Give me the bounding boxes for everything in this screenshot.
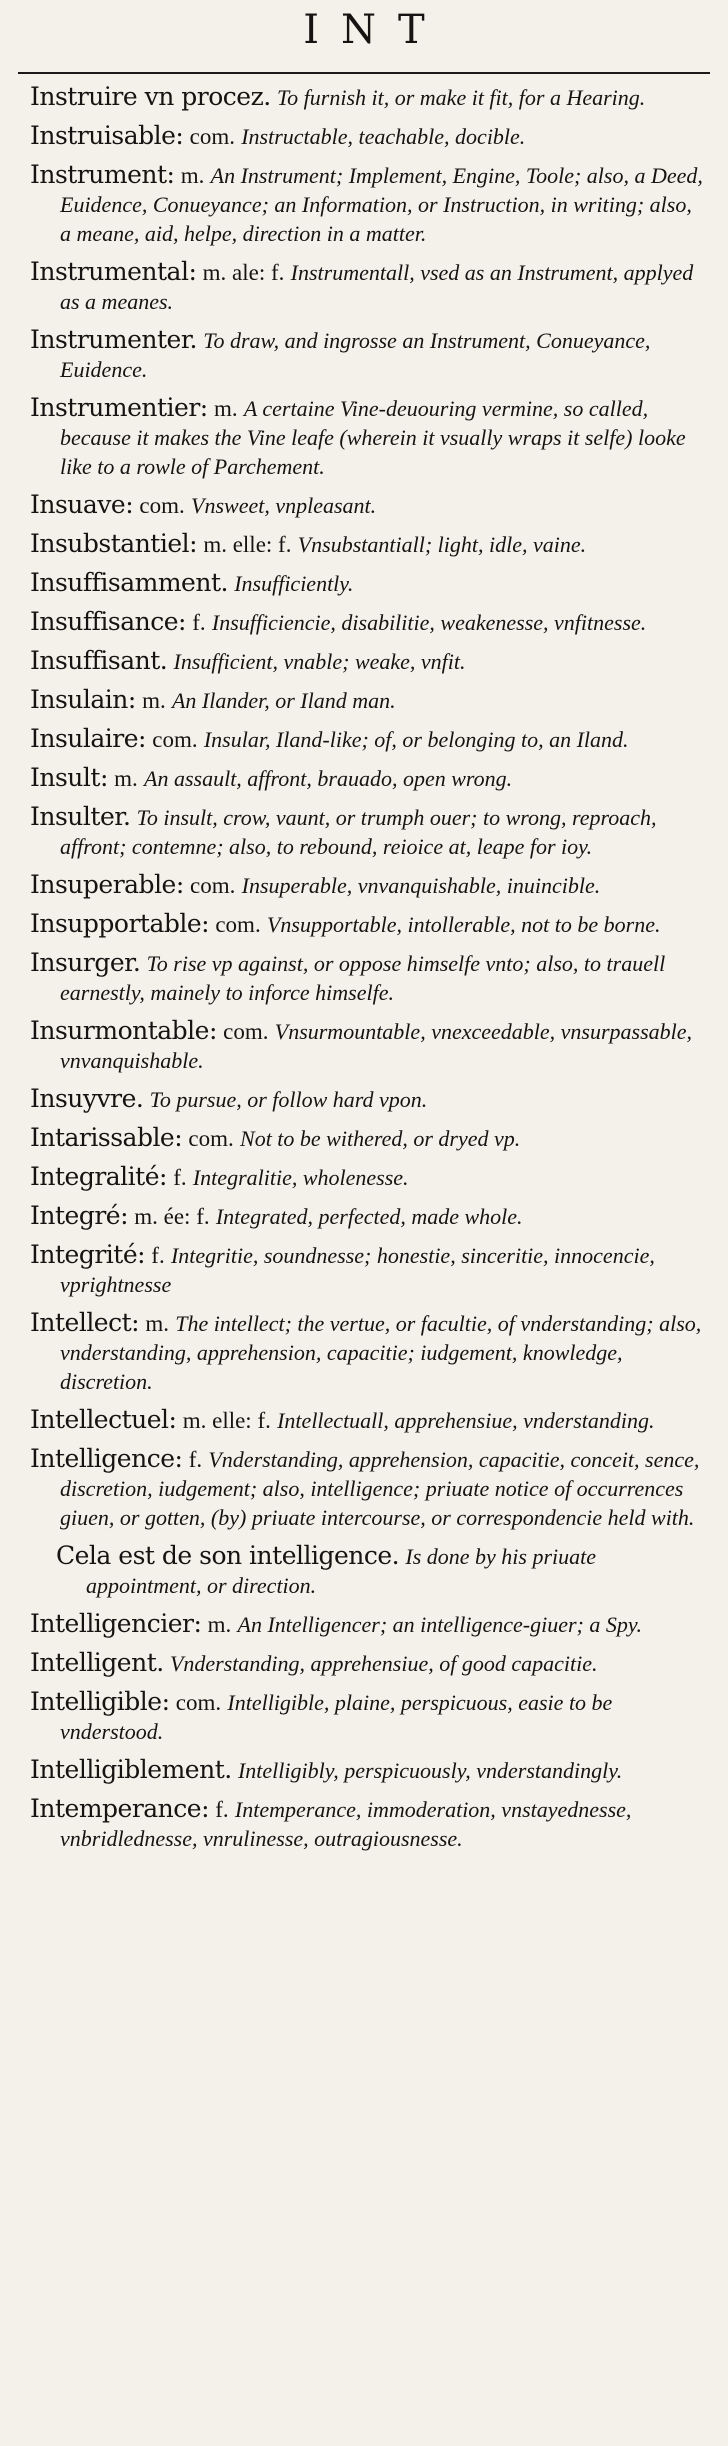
entry-definition: Integralitie, wholenesse. [192, 1165, 409, 1190]
entry-definition: Intelligibly, perspicuously, vnderstandingly. [237, 1758, 623, 1783]
dictionary-entry [30, 607, 704, 637]
entry-definition: Instructable, teachable, docible. [241, 124, 526, 149]
dictionary-entry [30, 1162, 704, 1192]
entry-grammar: m. [213, 396, 238, 421]
entry-definition: The intellect; the vertue, or facultie, of vnderstanding; also, vnderstanding, apprehension, capacitie; iudgement, knowledge, discretion. [60, 1311, 702, 1394]
entry-definition: Insular, Iland-like; of, or belonging to, an Iland. [203, 727, 629, 752]
entry-definition: Is done by his priuate appointment, or direction. [86, 1544, 597, 1598]
page-header [22, 0, 728, 58]
dictionary-entry [30, 1405, 704, 1435]
entry-grammar: f. [215, 1797, 229, 1822]
entry-headword: Intelligent. [30, 1648, 164, 1677]
entry-grammar: f. [188, 1447, 203, 1472]
entry-definition: Vnsupportable, intollerable, not to be borne. [266, 912, 661, 937]
dictionary-entry [30, 568, 704, 598]
entry-definition: A certaine Vine-deuouring vermine, so called, because it makes the Vine leafe (wherein it vsually wraps it selfe) looke like to a rowle of Parchement. [60, 396, 686, 479]
dictionary-entry [30, 490, 704, 520]
entry-definition: To insult, crow, vaunt, or trumph ouer; to wrong, reproach, affront; contemne; also, to rebound, reioice at, leape for ioy. [60, 805, 657, 859]
entry-headword: Insuperable: [30, 870, 184, 899]
entry-definition: An Ilander, or Iland man. [171, 688, 396, 713]
entry-definition: Vnsubstantiall; light, idle, vaine. [297, 532, 587, 557]
dictionary-entry [30, 82, 704, 112]
entry-headword: Integrité: [30, 1240, 146, 1269]
entry-grammar: f. [192, 610, 206, 635]
entry-headword: Instruisable: [30, 121, 184, 150]
entry-headword: Instruire vn procez. [30, 82, 271, 111]
dictionary-entry [30, 1123, 704, 1153]
entry-headword: Intellectuel: [30, 1405, 177, 1434]
entry-grammar: com. [139, 493, 185, 518]
entry-definition: Vnsurmountable, vnexceedable, vnsurpassable, vnvanquishable. [60, 1019, 693, 1073]
entry-definition: Integritie, soundnesse; honestie, sinceritie, innocencie, vprightnesse [60, 1243, 655, 1297]
dictionary-entry [30, 646, 704, 676]
entry-definition: To draw, and ingrosse an Instrument, Conueyance, Euidence. [60, 328, 651, 382]
dictionary-entry [30, 802, 704, 861]
entry-headword: Insuffisance: [30, 607, 186, 636]
entry-definition: An Intelligencer; an intelligence-giuer; a Spy. [237, 1612, 642, 1637]
entry-definition: Vnderstanding, apprehensiue, of good capacitie. [169, 1651, 598, 1676]
dictionary-entry [30, 529, 704, 559]
dictionary-entry [30, 763, 704, 793]
entry-headword: Instrumenter. [30, 325, 197, 354]
entry-headword: Intelligiblement. [30, 1755, 232, 1784]
entry-headword: Insubstantiel: [30, 529, 198, 558]
entry-headword: Cela est de son intelligence. [56, 1541, 400, 1570]
dictionary-entry [30, 948, 704, 1007]
entry-definition: An assault, affront, brauado, open wrong. [144, 766, 513, 791]
entry-headword: Instrumentier: [30, 393, 208, 422]
entry-grammar: m. [207, 1612, 232, 1637]
dictionary-entry [30, 1084, 704, 1114]
entry-headword: Insulain: [30, 685, 136, 714]
dictionary-entry [30, 1755, 704, 1785]
dictionary-entry [30, 1444, 704, 1532]
dictionary-entry [30, 257, 704, 316]
entry-definition: Integrated, perfected, made whole. [215, 1204, 523, 1229]
entry-definition: Insufficiencie, disabilitie, weakenesse, vnfitnesse. [211, 610, 647, 635]
entry-definition: An Instrument; Implement, Engine, Toole; also, a Deed, Euidence, Conueyance; an Information, or Instruction, in writing; also, a meane, aid, helpe, direction in a matter. [60, 163, 703, 246]
entry-grammar: m. elle: f. [203, 532, 292, 557]
entry-grammar: com. [190, 873, 236, 898]
entry-headword: Insuyvre. [30, 1084, 144, 1113]
entry-grammar: m. [142, 688, 166, 713]
dictionary-entry [30, 1201, 704, 1231]
entry-headword: Instrument: [30, 160, 175, 189]
dictionary-entries [30, 74, 704, 1853]
dictionary-entry [30, 1648, 704, 1678]
entry-definition: Vnderstanding, apprehension, capacitie, conceit, sence, discretion, iudgement; also, intelligence; priuate notice of occurrences giuen, or gotten, (by) priuate intercourse, or correspondencie held with. [60, 1447, 700, 1530]
entry-headword: Insupportable: [30, 909, 210, 938]
dictionary-entry [30, 724, 704, 754]
entry-headword: Insuffisamment. [30, 568, 228, 597]
entry-headword: Integré: [30, 1201, 128, 1230]
entry-headword: Intellect: [30, 1308, 140, 1337]
entry-grammar: m. [180, 163, 205, 188]
entry-headword: Intemperance: [30, 1794, 209, 1823]
entry-grammar: m. ée: f. [134, 1204, 210, 1229]
entry-headword: Insuave: [30, 490, 134, 519]
entry-headword: Insult: [30, 763, 108, 792]
entry-grammar: m. ale: f. [202, 260, 285, 285]
entry-grammar: m. [114, 766, 138, 791]
entry-grammar: m. [145, 1311, 169, 1336]
entry-definition: To pursue, or follow hard vpon. [149, 1087, 428, 1112]
entry-grammar: com. [215, 912, 261, 937]
entry-headword: Intelligible: [30, 1687, 170, 1716]
entry-grammar: com. [188, 1126, 234, 1151]
entry-definition: Intellectuall, apprehensiue, vnderstanding. [277, 1408, 655, 1433]
entry-definition: Intemperance, immoderation, vnstayednesse, vnbridlednesse, vnrulinesse, outragiousnesse. [60, 1797, 632, 1851]
entry-grammar: m. elle: f. [182, 1408, 271, 1433]
entry-headword: Insurger. [30, 948, 141, 977]
dictionary-entry [30, 1240, 704, 1299]
dictionary-entry [30, 685, 704, 715]
dictionary-entry [30, 393, 704, 481]
entry-grammar: com. [175, 1690, 222, 1715]
entry-definition: Insufficiently. [234, 571, 354, 596]
entry-definition: To furnish it, or make it fit, for a Hearing. [276, 85, 646, 110]
entry-grammar: com. [223, 1019, 269, 1044]
dictionary-entry [30, 160, 704, 248]
entry-headword: Intelligencier: [30, 1609, 202, 1638]
dictionary-entry [30, 1687, 704, 1746]
entry-headword: Insulter. [30, 802, 131, 831]
entry-grammar: com. [189, 124, 235, 149]
entry-definition: Not to be withered, or dryed vp. [240, 1126, 521, 1151]
entry-headword: Insurmontable: [30, 1016, 217, 1045]
dictionary-entry [30, 1016, 704, 1075]
entry-headword: Intarissable: [30, 1123, 183, 1152]
entry-definition: Vnsweet, vnpleasant. [191, 493, 377, 518]
dictionary-entry [30, 1308, 704, 1396]
dictionary-entry [30, 121, 704, 151]
entry-definition: Intelligible, plaine, perspicuous, easie to be vnderstood. [60, 1690, 613, 1744]
entry-headword: Insuffisant. [30, 646, 168, 675]
entry-definition: To rise vp against, or oppose himselfe vnto; also, to trauell earnestly, mainely to inforce himselfe. [60, 951, 666, 1005]
entry-definition: Insufficient, vnable; weake, vnfit. [173, 649, 466, 674]
entry-headword: Insulaire: [30, 724, 146, 753]
dictionary-entry [30, 1794, 704, 1853]
entry-definition: Insuperable, vnvanquishable, inuincible. [241, 873, 601, 898]
dictionary-entry [30, 325, 704, 384]
entry-grammar: f. [151, 1243, 165, 1268]
dictionary-entry [30, 909, 704, 939]
entry-grammar: com. [152, 727, 198, 752]
entry-headword: Intelligence: [30, 1444, 183, 1473]
entry-definition: Instrumentall, vsed as an Instrument, applyed as a meanes. [60, 260, 694, 314]
entry-grammar: f. [173, 1165, 187, 1190]
dictionary-entry [30, 870, 704, 900]
page-title: INT [303, 7, 447, 53]
entry-headword: Instrumental: [30, 257, 197, 286]
dictionary-entry [56, 1541, 704, 1600]
entry-headword: Integralité: [30, 1162, 167, 1191]
dictionary-entry [30, 1609, 704, 1639]
